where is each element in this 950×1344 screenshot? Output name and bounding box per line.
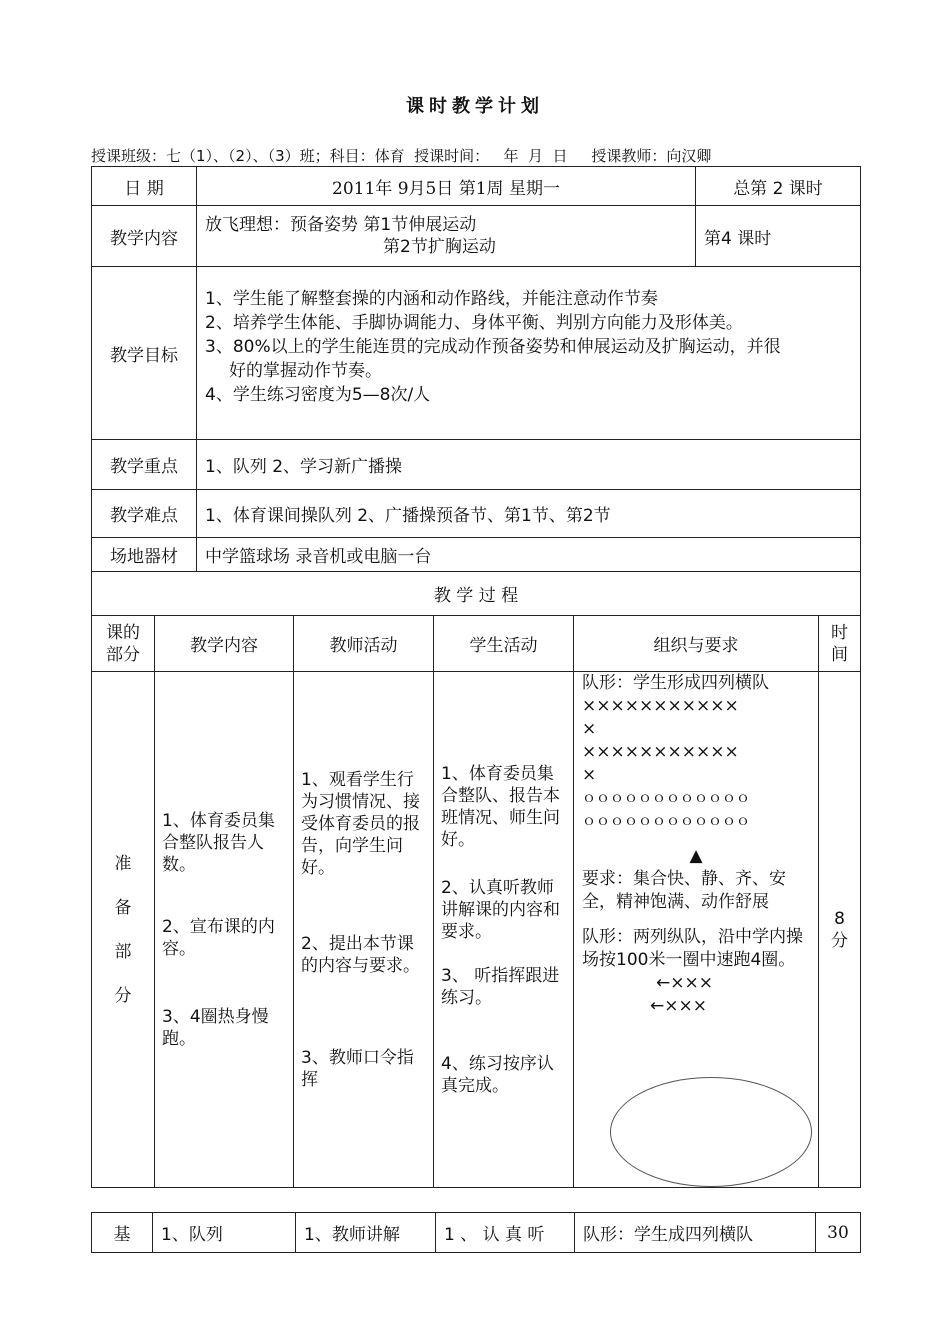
prep-time-unit: 分	[831, 930, 848, 951]
venue-label: 场地器材	[92, 538, 197, 572]
requirement-text: 要求：集合快、静、齐、安全，精神饱满、动作舒展	[582, 869, 786, 912]
prep-content-item: 3、4圈热身慢跑。	[162, 1006, 269, 1049]
col-part-header	[92, 616, 155, 672]
prep-student	[434, 672, 574, 1188]
content-line-1: 放飞理想：预备姿势 第1节伸展运动	[205, 215, 477, 235]
prep-teacher	[294, 672, 434, 1188]
prep-time-value: 8	[834, 908, 845, 929]
formation-text: 队形：学生形成四列横队	[582, 673, 769, 693]
content-line-2: 第2节扩胸运动	[383, 237, 496, 257]
date-value: 2011年 9月5日 第1周 星期一	[197, 167, 696, 206]
track-ellipse-diagram	[610, 1077, 812, 1187]
key-points-label: 教学重点	[92, 440, 197, 490]
date-label: 日 期	[92, 167, 197, 206]
prep-part-char: 备	[114, 897, 132, 918]
basic-student: 1 、 认 真 听	[436, 1213, 575, 1253]
formation-run-text: 队形：两列纵队，沿中学内操场按100米一圈中速跑4圈。	[582, 927, 803, 970]
formation-row: ×××××××××××	[582, 696, 739, 716]
prep-content-item: 2、宣布课的内容。	[162, 916, 275, 959]
run-arrow-row: ←×××	[650, 996, 707, 1016]
lesson-total: 总第 2 课时	[696, 167, 861, 206]
col-time-line: 间	[831, 644, 848, 665]
prep-content-item: 1、体育委员集合整队报告人数。	[162, 810, 275, 875]
prep-teacher-item: 3、教师口令指挥	[301, 1047, 414, 1090]
lesson-number: 第4 课时	[696, 206, 861, 267]
prep-student-item: 1、体育委员集合整队、报告本班情况、师生问好。	[441, 763, 560, 850]
basic-part: 基	[92, 1213, 153, 1253]
basic-time: 30	[816, 1213, 861, 1253]
col-part-line: 部分	[106, 644, 140, 665]
formation-row: ×××××××××××	[582, 742, 739, 762]
teacher-position-icon: ▲	[689, 846, 703, 866]
basic-part-table	[91, 1212, 861, 1253]
process-title: 教 学 过 程	[92, 572, 861, 616]
goal-item: 4、学生练习密度为5—8次/人	[205, 385, 431, 405]
col-student-header: 学生活动	[434, 616, 574, 672]
prep-teacher-item: 2、提出本节课的内容与要求。	[301, 933, 420, 976]
content-value	[197, 206, 696, 267]
prep-part-char: 分	[114, 985, 132, 1006]
goal-item: 好的掌握动作节奏。	[229, 361, 382, 381]
col-time-line: 时	[831, 622, 848, 643]
page-title: 课时教学计划	[406, 96, 544, 117]
formation-row: ×	[582, 765, 597, 785]
prep-part-char: 部	[114, 941, 132, 962]
goals-label: 教学目标	[92, 267, 197, 440]
basic-content: 1、队列	[153, 1213, 296, 1253]
formation-row: ｏｏｏｏｏｏｏｏｏｏｏｏ	[582, 790, 750, 806]
prep-student-item: 3、 听指挥跟进练习。	[441, 965, 560, 1008]
basic-teacher: 1、教师讲解	[296, 1213, 436, 1253]
basic-organization: 队形：学生成四列横队	[575, 1213, 816, 1253]
content-label: 教学内容	[92, 206, 197, 267]
run-arrow-row: ←×××	[656, 973, 713, 993]
prep-time	[819, 672, 861, 1188]
prep-teacher-item: 1、观看学生行为习惯情况、接受体育委员的报告，向学生问好。	[301, 769, 420, 878]
difficulty-value: 1、体育课间操队列 2、广播操预备节、第1节、第2节	[197, 490, 861, 538]
col-content-header: 教学内容	[155, 616, 294, 672]
lesson-header-table	[91, 166, 861, 572]
key-points-value: 1、队列 2、学习新广播操	[197, 440, 861, 490]
prep-content	[155, 672, 294, 1188]
prep-part-char: 准	[114, 853, 132, 874]
col-org-header: 组织与要求	[574, 616, 819, 672]
goal-item: 3、80%以上的学生能连贯的完成动作预备姿势和伸展运动及扩胸运动，并很	[205, 337, 781, 357]
venue-value: 中学篮球场 录音机或电脑一台	[197, 538, 861, 572]
formation-row: ×	[582, 719, 597, 739]
col-time-header	[819, 616, 861, 672]
goal-item: 1、学生能了解整套操的内涵和动作路线，并能注意动作节奏	[205, 289, 658, 309]
prep-student-item: 4、练习按序认真完成。	[441, 1053, 554, 1096]
col-part-line: 课的	[106, 622, 140, 643]
goal-item: 2、培养学生体能、手脚协调能力、身体平衡、判别方向能力及形体美。	[205, 313, 743, 333]
formation-row: ｏｏｏｏｏｏｏｏｏｏｏｏ	[582, 813, 750, 829]
prep-part	[92, 672, 155, 1188]
goals-list	[197, 267, 861, 440]
col-teacher-header: 教师活动	[294, 616, 434, 672]
class-info-line: 授课班级：七（1）、（2）、（3）班；科目：体育 授课时间： 年 月 日 授课教师：向汉卿	[91, 147, 712, 165]
difficulty-label: 教学难点	[92, 490, 197, 538]
prep-student-item: 2、认真听教师讲解课的内容和要求。	[441, 877, 560, 942]
